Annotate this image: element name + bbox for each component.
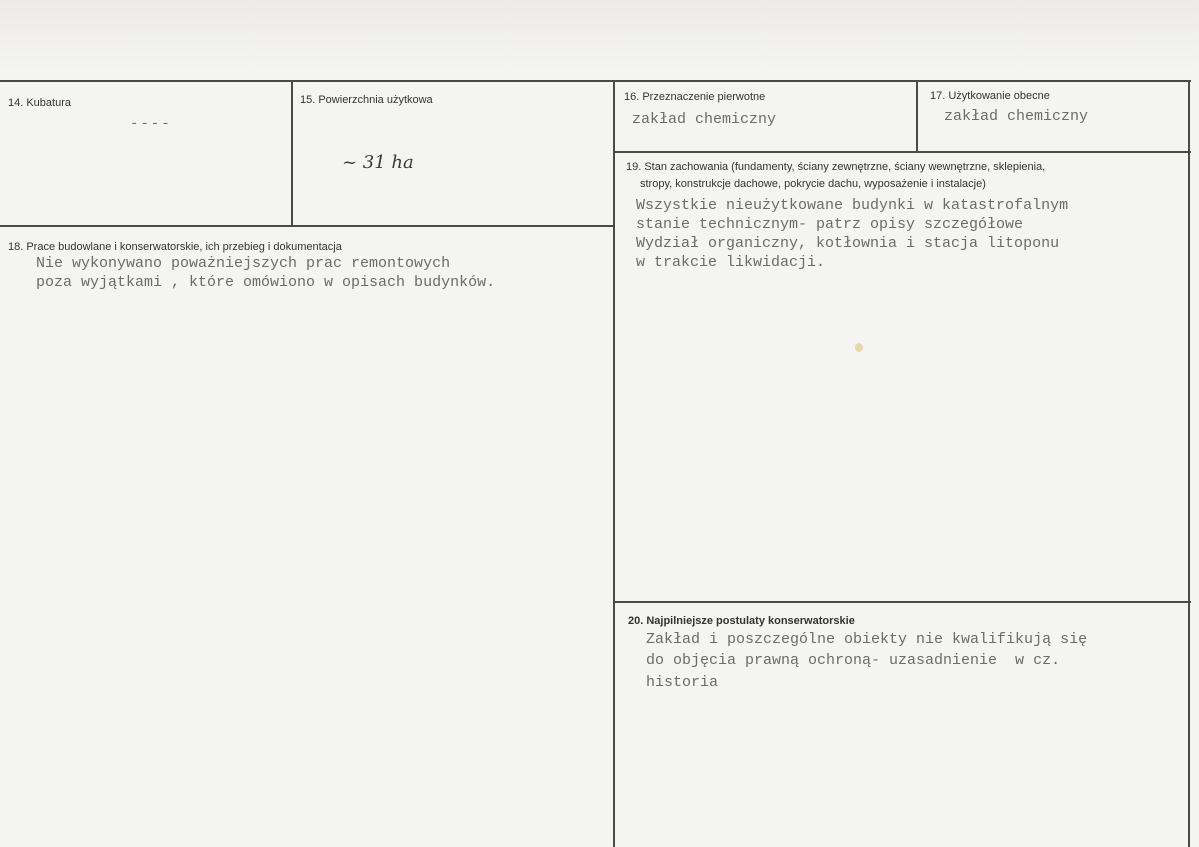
rule-v-center (613, 80, 615, 847)
postulates-label: 20. Najpilniejsze postulaty konserwatorskie (628, 615, 855, 627)
current-use-label: 17. Użytkowanie obecne (930, 90, 1050, 102)
usable-area-value: ~ 31 ha (342, 152, 414, 173)
current-use-value: zakład chemiczny (944, 108, 1089, 125)
condition-line: Wszystkie nieużytkowane budynki w katastrofalnym (636, 197, 1069, 214)
kubatura-value: ---- (130, 116, 172, 132)
rule-left-mid (0, 225, 614, 227)
rule-v-16-17 (916, 80, 918, 152)
postulates-line: do objęcia prawną ochroną- uzasadnienie w cz. (646, 652, 1061, 669)
works-label: 18. Prace budowlane i konserwatorskie, ich przebieg i dokumentacja (8, 241, 342, 253)
condition-line: w trakcie likwidacji. (636, 254, 826, 271)
rule-v-right (1188, 80, 1190, 847)
rule-top (0, 80, 1191, 82)
postulates-line: Zakład i poszczególne obiekty nie kwalifikują się (646, 631, 1088, 648)
rule-right-lower (614, 601, 1191, 603)
works-line: poza wyjątkami , które omówiono w opisach budynków. (36, 274, 496, 291)
rule-v-14-15 (291, 80, 293, 227)
works-line: Nie wykonywano poważniejszych prac remontowych (36, 255, 451, 272)
condition-line: stanie technicznym- patrz opisy szczegółowe (636, 216, 1024, 233)
condition-line: Wydział organiczny, kotłownia i stacja litoponu (636, 235, 1060, 252)
usable-area-label: 15. Powierzchnia użytkowa (300, 94, 433, 106)
faded-top-strip (0, 0, 1199, 72)
original-purpose-label: 16. Przeznaczenie pierwotne (624, 91, 766, 103)
rule-right-upper (614, 151, 1191, 153)
postulates-line: historia (646, 674, 719, 691)
original-purpose-value: zakład chemiczny (632, 111, 777, 128)
paper-stain (855, 343, 863, 352)
kubatura-label: 14. Kubatura (8, 97, 71, 109)
condition-label-line2: stropy, konstrukcje dachowe, pokrycie dachu, wyposażenie i instalacje) (640, 178, 986, 190)
condition-label-line1: 19. Stan zachowania (fundamenty, ściany zewnętrzne, ściany wewnętrzne, sklepienia, (626, 161, 1046, 173)
